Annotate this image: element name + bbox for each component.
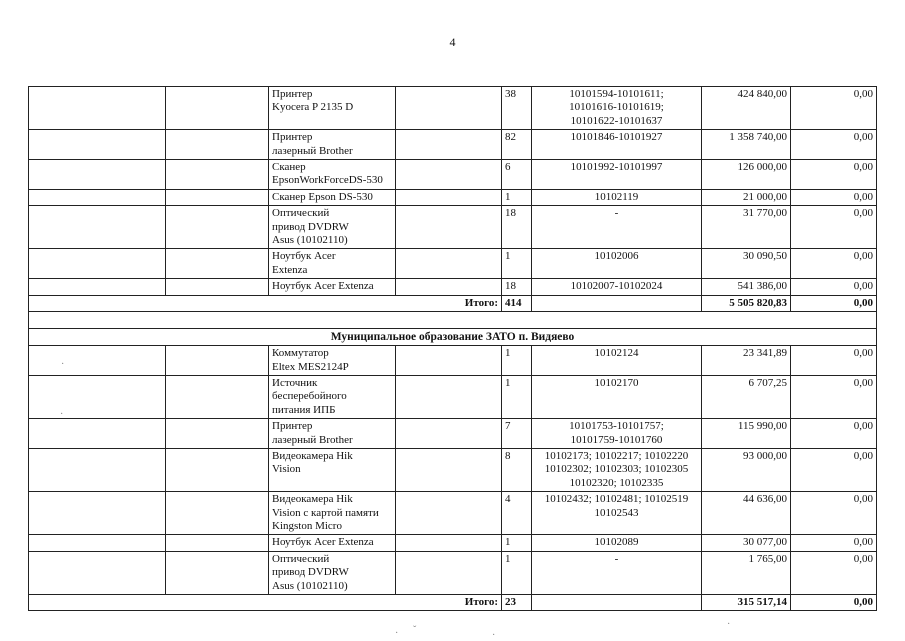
item-sum: 424 840,00 bbox=[702, 87, 791, 130]
table-row bbox=[29, 189, 877, 205]
item-name bbox=[269, 551, 396, 594]
item-quantity: 4 bbox=[502, 492, 532, 535]
inventory-numbers-line: 10102302; 10102303; 10102305 bbox=[544, 463, 689, 476]
item-name bbox=[269, 130, 396, 160]
inventory-numbers bbox=[532, 551, 702, 594]
table-row bbox=[29, 492, 877, 535]
inventory-numbers bbox=[532, 279, 702, 295]
item-name-line: Extenza bbox=[272, 263, 308, 276]
empty-cell bbox=[166, 375, 269, 418]
scan-speck: · bbox=[492, 630, 496, 641]
item-name bbox=[269, 535, 396, 551]
empty-cell bbox=[29, 130, 166, 160]
table-row bbox=[29, 551, 877, 594]
scan-speck: · bbox=[395, 628, 399, 639]
inventory-numbers bbox=[532, 419, 702, 449]
item-name-line: Видеокамера Hik bbox=[272, 449, 353, 462]
item-name bbox=[269, 419, 396, 449]
empty-cell bbox=[166, 160, 269, 190]
item-name bbox=[269, 160, 396, 190]
total-residual: 0,00 bbox=[791, 295, 877, 311]
inventory-numbers-line: 10101616-10101619; bbox=[569, 101, 664, 114]
empty-cell bbox=[396, 206, 502, 249]
total-residual: 0,00 bbox=[791, 595, 877, 611]
inventory-numbers-line: 10101753-10101757; bbox=[569, 420, 664, 433]
inventory-numbers-line: 10102119 bbox=[594, 190, 639, 203]
total-sum: 5 505 820,83 bbox=[702, 295, 791, 311]
item-quantity: 38 bbox=[502, 87, 532, 130]
empty-cell bbox=[396, 160, 502, 190]
item-name bbox=[269, 279, 396, 295]
inventory-numbers-line: 10102007-10102024 bbox=[570, 280, 663, 293]
table-row bbox=[29, 249, 877, 279]
empty-cell bbox=[396, 87, 502, 130]
item-name-line: Asus (10102110) bbox=[272, 579, 348, 592]
total-row bbox=[29, 595, 877, 611]
empty-cell bbox=[166, 346, 269, 376]
inventory-numbers-line: 10101622-10101637 bbox=[570, 114, 663, 127]
inventory-numbers-line: 10101594-10101611; bbox=[569, 88, 664, 100]
item-name bbox=[269, 189, 396, 205]
empty-cell bbox=[396, 535, 502, 551]
item-name-line: Kyocera P 2135 D bbox=[272, 101, 354, 114]
item-residual: 0,00 bbox=[791, 492, 877, 535]
item-sum: 541 386,00 bbox=[702, 279, 791, 295]
item-residual: 0,00 bbox=[791, 346, 877, 376]
empty-cell bbox=[396, 346, 502, 376]
item-name-line: Ноутбук Acer bbox=[272, 250, 336, 263]
total-quantity: 23 bbox=[502, 595, 532, 611]
item-name bbox=[269, 375, 396, 418]
inventory-numbers bbox=[532, 535, 702, 551]
item-quantity: 7 bbox=[502, 419, 532, 449]
empty-cell bbox=[29, 189, 166, 205]
item-name-line: Ноутбук Acer Extenza bbox=[272, 536, 374, 549]
empty-cell bbox=[532, 595, 702, 611]
empty-cell bbox=[29, 249, 166, 279]
empty-cell bbox=[29, 346, 166, 376]
total-row bbox=[29, 295, 877, 311]
empty-cell bbox=[396, 551, 502, 594]
empty-cell bbox=[29, 448, 166, 491]
item-residual: 0,00 bbox=[791, 535, 877, 551]
item-residual: 0,00 bbox=[791, 206, 877, 249]
table-row bbox=[29, 419, 877, 449]
inventory-numbers-line: 10102124 bbox=[594, 347, 639, 360]
empty-cell bbox=[166, 279, 269, 295]
item-residual: 0,00 bbox=[791, 375, 877, 418]
table-row bbox=[29, 206, 877, 249]
inventory-numbers-line: - bbox=[614, 552, 619, 565]
item-name-line: Vision с картой памяти bbox=[272, 506, 379, 519]
inventory-numbers-line: 10101846-10101927 bbox=[570, 131, 663, 144]
item-sum: 115 990,00 bbox=[702, 419, 791, 449]
item-sum: 1 765,00 bbox=[702, 551, 791, 594]
total-label: Итого: bbox=[29, 595, 502, 611]
scan-speck: · bbox=[61, 359, 65, 370]
table-row bbox=[29, 160, 877, 190]
item-quantity: 82 bbox=[502, 130, 532, 160]
empty-cell bbox=[29, 551, 166, 594]
item-name-line: Eltex MES2124P bbox=[272, 360, 349, 373]
inventory-table-body bbox=[29, 87, 877, 611]
item-name-line: привод DVDRW bbox=[272, 220, 349, 233]
item-name-line: Коммутатор bbox=[272, 347, 329, 360]
inventory-numbers-line: 10102170 bbox=[594, 376, 639, 389]
total-label: Итого: bbox=[29, 295, 502, 311]
empty-cell bbox=[166, 535, 269, 551]
inventory-numbers-line: 10102432; 10102481; 10102519 bbox=[544, 493, 689, 506]
table-row bbox=[29, 448, 877, 491]
item-name-line: Оптический bbox=[272, 552, 330, 565]
empty-cell bbox=[166, 206, 269, 249]
item-sum: 126 000,00 bbox=[702, 160, 791, 190]
empty-cell bbox=[396, 375, 502, 418]
table-row bbox=[29, 346, 877, 376]
inventory-numbers bbox=[532, 189, 702, 205]
item-residual: 0,00 bbox=[791, 189, 877, 205]
scan-speck: ˇ bbox=[413, 625, 417, 636]
table-row bbox=[29, 375, 877, 418]
item-residual: 0,00 bbox=[791, 279, 877, 295]
item-name-line: привод DVDRW bbox=[272, 566, 349, 579]
item-name bbox=[269, 492, 396, 535]
item-name-line: Источник bbox=[272, 376, 318, 389]
inventory-numbers bbox=[532, 130, 702, 160]
empty-cell bbox=[396, 492, 502, 535]
item-quantity: 18 bbox=[502, 206, 532, 249]
empty-cell bbox=[29, 492, 166, 535]
item-quantity: 1 bbox=[502, 375, 532, 418]
item-residual: 0,00 bbox=[791, 448, 877, 491]
empty-cell bbox=[29, 375, 166, 418]
item-name-line: Ноутбук Acer Extenza bbox=[272, 280, 374, 293]
item-residual: 0,00 bbox=[791, 551, 877, 594]
empty-cell bbox=[29, 535, 166, 551]
empty-cell bbox=[166, 448, 269, 491]
empty-cell bbox=[396, 130, 502, 160]
empty-cell bbox=[29, 419, 166, 449]
item-quantity: 1 bbox=[502, 189, 532, 205]
item-quantity: 6 bbox=[502, 160, 532, 190]
item-quantity: 18 bbox=[502, 279, 532, 295]
empty-cell bbox=[29, 160, 166, 190]
item-name-line: Принтер bbox=[272, 420, 313, 433]
item-sum: 30 077,00 bbox=[702, 535, 791, 551]
item-name-line: лазерный Brother bbox=[272, 433, 353, 446]
item-quantity: 1 bbox=[502, 551, 532, 594]
item-name-line: Принтер bbox=[272, 131, 313, 144]
empty-cell bbox=[396, 189, 502, 205]
item-name-line: Видеокамера Hik bbox=[272, 493, 353, 506]
scan-speck: · bbox=[60, 409, 64, 420]
inventory-numbers-line: 10102320; 10102335 bbox=[569, 476, 664, 489]
inventory-numbers bbox=[532, 249, 702, 279]
empty-cell bbox=[29, 206, 166, 249]
inventory-numbers-line: - bbox=[614, 207, 619, 220]
item-residual: 0,00 bbox=[791, 87, 877, 130]
empty-cell bbox=[166, 551, 269, 594]
item-sum: 44 636,00 bbox=[702, 492, 791, 535]
item-residual: 0,00 bbox=[791, 249, 877, 279]
inventory-numbers-line: 10102173; 10102217; 10102220 bbox=[544, 449, 689, 462]
scan-speck: · bbox=[727, 619, 731, 630]
empty-cell bbox=[29, 279, 166, 295]
empty-cell bbox=[396, 249, 502, 279]
spacer-cell bbox=[29, 312, 877, 329]
inventory-numbers bbox=[532, 346, 702, 376]
spacer-row bbox=[29, 312, 877, 329]
item-name-line: Сканер Epson DS-530 bbox=[272, 190, 373, 203]
empty-cell bbox=[532, 295, 702, 311]
item-sum: 30 090,50 bbox=[702, 249, 791, 279]
inventory-numbers bbox=[532, 492, 702, 535]
inventory-numbers-line: 10102089 bbox=[594, 536, 639, 549]
empty-cell bbox=[166, 130, 269, 160]
empty-cell bbox=[396, 279, 502, 295]
item-residual: 0,00 bbox=[791, 419, 877, 449]
inventory-numbers-line: 10101759-10101760 bbox=[570, 433, 663, 446]
inventory-numbers bbox=[532, 448, 702, 491]
item-sum: 21 000,00 bbox=[702, 189, 791, 205]
item-sum: 23 341,89 bbox=[702, 346, 791, 376]
empty-cell bbox=[166, 189, 269, 205]
section-header-row bbox=[29, 329, 877, 346]
item-name bbox=[269, 206, 396, 249]
item-sum: 93 000,00 bbox=[702, 448, 791, 491]
empty-cell bbox=[166, 492, 269, 535]
item-name bbox=[269, 249, 396, 279]
item-residual: 0,00 bbox=[791, 160, 877, 190]
inventory-numbers-line: 10102543 bbox=[594, 506, 639, 519]
item-name-line: лазерный Brother bbox=[272, 144, 353, 157]
item-name-line: бесперебойного bbox=[272, 390, 347, 403]
item-quantity: 1 bbox=[502, 535, 532, 551]
inventory-numbers-line: 10101992-10101997 bbox=[570, 161, 663, 174]
item-name-line: питания ИПБ bbox=[272, 403, 336, 416]
table-row bbox=[29, 279, 877, 295]
inventory-numbers-line: 10102006 bbox=[594, 250, 639, 263]
item-name-line: EpsonWorkForceDS-530 bbox=[272, 174, 383, 187]
empty-cell bbox=[166, 419, 269, 449]
item-name bbox=[269, 448, 396, 491]
section-title: Муниципальное образование ЗАТО п. Видяево bbox=[29, 329, 877, 346]
item-name-line: Оптический bbox=[272, 207, 330, 220]
item-name-line: Kingston Micro bbox=[272, 519, 342, 532]
inventory-table bbox=[28, 86, 877, 611]
item-name-line: Сканер bbox=[272, 161, 306, 174]
item-name bbox=[269, 346, 396, 376]
table-row bbox=[29, 130, 877, 160]
table-row bbox=[29, 87, 877, 130]
inventory-numbers bbox=[532, 206, 702, 249]
inventory-numbers bbox=[532, 160, 702, 190]
inventory-numbers bbox=[532, 375, 702, 418]
item-name-line: Vision bbox=[272, 463, 301, 476]
empty-cell bbox=[166, 87, 269, 130]
item-name bbox=[269, 87, 396, 130]
item-sum: 6 707,25 bbox=[702, 375, 791, 418]
item-sum: 31 770,00 bbox=[702, 206, 791, 249]
empty-cell bbox=[29, 87, 166, 130]
item-quantity: 8 bbox=[502, 448, 532, 491]
item-quantity: 1 bbox=[502, 346, 532, 376]
table-row bbox=[29, 535, 877, 551]
page-number: 4 bbox=[449, 35, 456, 49]
item-name-line: Принтер bbox=[272, 88, 313, 100]
item-name-line: Asus (10102110) bbox=[272, 234, 348, 247]
empty-cell bbox=[396, 419, 502, 449]
total-quantity: 414 bbox=[502, 295, 532, 311]
item-quantity: 1 bbox=[502, 249, 532, 279]
inventory-numbers bbox=[532, 87, 702, 130]
empty-cell bbox=[166, 249, 269, 279]
total-sum: 315 517,14 bbox=[702, 595, 791, 611]
empty-cell bbox=[396, 448, 502, 491]
item-residual: 0,00 bbox=[791, 130, 877, 160]
item-sum: 1 358 740,00 bbox=[702, 130, 791, 160]
